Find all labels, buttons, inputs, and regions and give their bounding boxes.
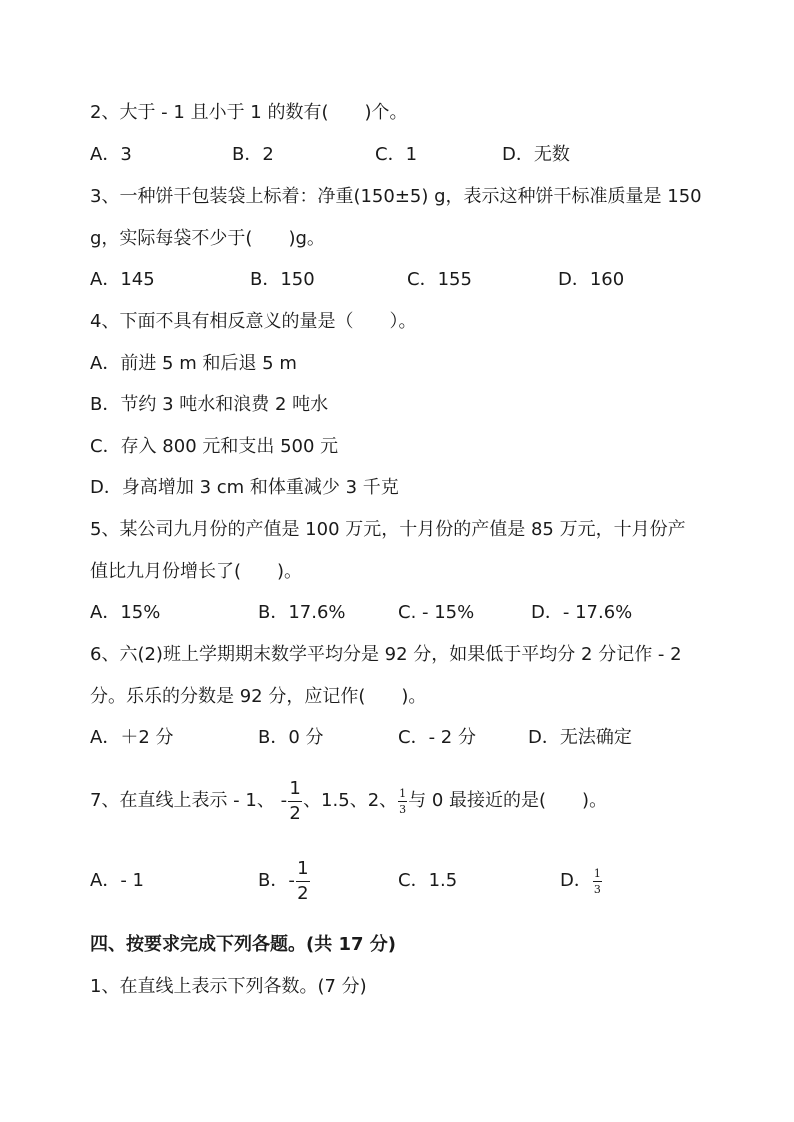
fraction-one-third [593,868,602,895]
question-5-stem-line1: 5、某公司九月份的产值是 100 万元，十月份的产值是 85 万元，十月份产 [90,519,686,540]
question-4-option-d[interactable]: D．身高增加 3 cm 和体重减少 3 千克 [90,477,399,498]
fraction-numerator: 1 [593,866,601,880]
question-7-option-b[interactable] [258,856,311,906]
question-7-option-b-prefix: B．- [258,870,295,891]
question-5-option-c[interactable]: C. - 15% [398,602,475,623]
question-3-option-b[interactable]: B．150 [250,269,315,290]
question-7-stem-mid: 、1.5、2、 [303,790,398,811]
question-6-option-b[interactable]: B．0 分 [258,727,324,748]
question-3-option-c[interactable]: C．155 [407,269,472,290]
section-4-heading: 四、按要求完成下列各题。(共 17 分) [90,934,397,955]
question-3-option-d[interactable]: D．160 [558,269,625,290]
question-6-stem-line1: 6、六(2)班上学期期末数学平均分是 92 分，如果低于平均分 2 分记作 - 2 [90,644,682,665]
fraction-one-half [296,857,310,904]
question-5-option-b[interactable]: B．17.6% [258,602,346,623]
question-7-option-d-prefix: D． [560,870,592,891]
question-4-option-b[interactable]: B．节约 3 吨水和浪费 2 吨水 [90,394,329,415]
question-2-stem: 2、大于 - 1 且小于 1 的数有( )个。 [90,102,408,123]
fraction-numerator: 1 [297,857,309,879]
fraction-one-third [398,788,407,815]
question-5-stem-line2: 值比九月份增长了( )。 [90,561,303,582]
fraction-denominator: 3 [593,882,601,896]
question-2-option-b[interactable]: B．2 [232,144,274,165]
question-6-option-a[interactable]: A．＋2 分 [90,727,174,748]
question-5-option-d[interactable]: D．- 17.6% [531,602,633,623]
question-7-option-d[interactable] [560,856,603,906]
question-4-stem: 4、下面不具有相反意义的量是（ ）。 [90,311,417,332]
question-5-option-a[interactable]: A．15% [90,602,161,623]
question-3-option-a[interactable]: A．145 [90,269,155,290]
question-6-stem-line2: 分。乐乐的分数是 92 分，应记作( )。 [90,686,427,707]
question-3-stem-line1: 3、一种饼干包装袋上标着：净重(150±5) g，表示这种饼干标准质量是 150 [90,186,702,207]
question-2-option-d[interactable]: D．无数 [502,144,570,165]
fraction-numerator: 1 [399,786,407,800]
fraction-one-half [288,777,302,824]
question-7-stem-suffix: 与 0 最接近的是( )。 [408,790,608,811]
fraction-denominator: 3 [399,802,407,816]
fraction-numerator: 1 [289,777,301,799]
question-2-option-a[interactable]: A．3 [90,144,132,165]
fraction-denominator: 2 [289,802,301,824]
question-7-option-a[interactable]: A．- 1 [90,870,144,891]
question-7-option-c[interactable]: C．1.5 [398,870,458,891]
question-2-option-c[interactable]: C．1 [375,144,418,165]
question-4-option-c[interactable]: C．存入 800 元和支出 500 元 [90,436,339,457]
section-4-question-1: 1、在直线上表示下列各数。(7 分) [90,976,367,997]
question-6-option-d[interactable]: D．无法确定 [528,727,632,748]
question-4-option-a[interactable]: A．前进 5 m 和后退 5 m [90,353,297,374]
question-3-stem-line2: g，实际每袋不少于( )g。 [90,228,325,249]
question-7-stem [90,776,607,826]
question-6-option-c[interactable]: C．- 2 分 [398,727,476,748]
question-7-stem-prefix: 7、在直线上表示 - 1、 - [90,790,288,811]
fraction-denominator: 2 [297,882,309,904]
